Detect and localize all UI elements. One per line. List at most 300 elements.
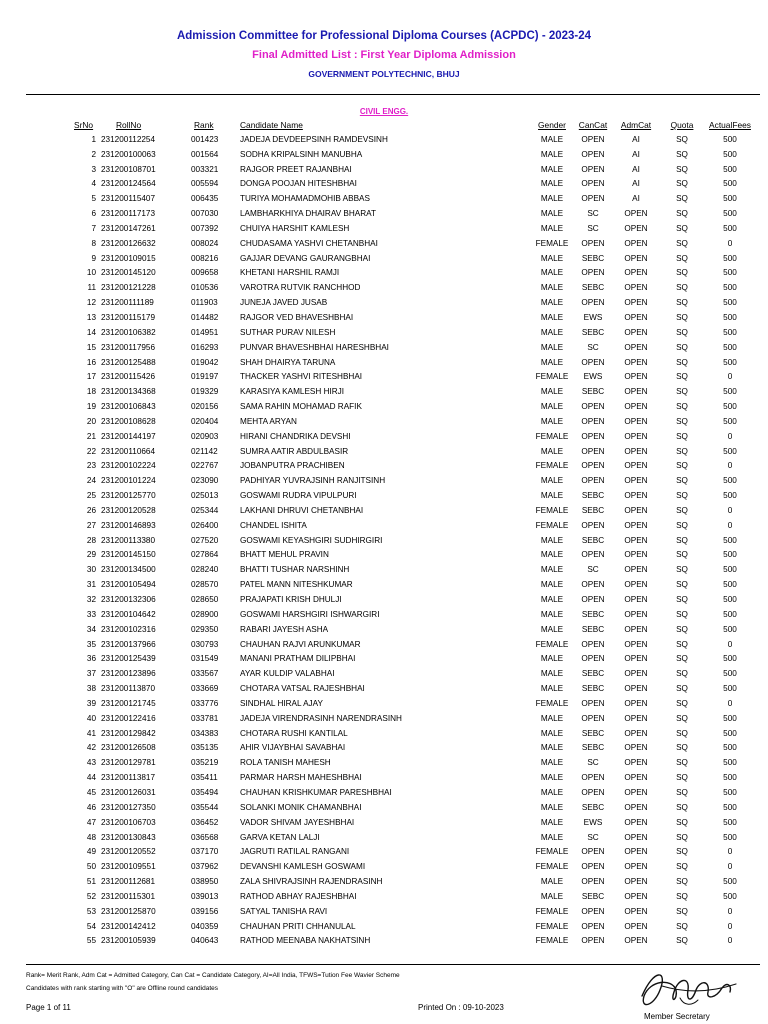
fees-cell: 0	[727, 921, 733, 931]
fees-cell: 0	[727, 238, 733, 248]
srno-cell: 27	[86, 520, 96, 530]
srno-cell: 53	[86, 906, 96, 916]
cancat-cell: OPEN	[581, 713, 605, 723]
rollno-cell: 231200132306	[101, 595, 156, 604]
rank-cell: 025344	[191, 505, 219, 515]
rollno-cell: 231200129842	[101, 728, 156, 738]
rank-cell: 007392	[191, 223, 219, 233]
admcat-cell: AI	[632, 134, 640, 144]
col-header-quota: Quota	[670, 120, 694, 130]
col-header-cancat: CanCat	[578, 120, 608, 130]
srno-cell: 3	[91, 164, 96, 174]
quota-cell: SQ	[676, 238, 688, 248]
rank-cell: 036452	[191, 817, 219, 827]
srno-cell: 45	[86, 787, 96, 797]
quota-cell: SQ	[676, 520, 688, 530]
offline-note: Candidates with rank starting with "O" are Offline round candidates	[26, 985, 219, 992]
gender-cell: MALE	[540, 327, 564, 337]
admcat-cell: OPEN	[624, 847, 648, 857]
rollno-cell: 231200129781	[101, 758, 156, 768]
gender-cell: MALE	[540, 223, 564, 233]
fees-cell: 500	[723, 416, 737, 426]
cancat-cell: OPEN	[581, 906, 605, 916]
rank-cell: 035411	[191, 773, 218, 783]
cancat-cell: OPEN	[581, 936, 605, 946]
srno-cell: 20	[86, 416, 96, 426]
candidate-name-cell: RATHOD MEENABA NAKHATSINH	[240, 936, 371, 946]
candidate-name-cell: PATEL MANN NITESHKUMAR	[240, 580, 353, 590]
fees-cell: 500	[723, 624, 737, 634]
fees-cell: 500	[723, 149, 737, 159]
quota-cell: SQ	[676, 609, 688, 619]
table-body	[0, 133, 768, 949]
srno-cell: 54	[86, 921, 96, 931]
table-row	[0, 148, 768, 163]
gender-cell: FEMALE	[535, 372, 569, 382]
admcat-cell: OPEN	[624, 684, 648, 694]
gender-cell: FEMALE	[535, 847, 569, 857]
rank-cell: 010536	[191, 283, 219, 293]
gender-cell: MALE	[540, 298, 564, 308]
rank-cell: 019197	[191, 372, 219, 382]
rank-cell: 028650	[191, 595, 219, 604]
table-row	[0, 860, 768, 875]
fees-cell: 500	[723, 684, 737, 694]
srno-cell: 44	[86, 773, 96, 783]
candidate-name-cell: RATHOD ABHAY RAJESHBHAI	[240, 891, 357, 901]
quota-cell: SQ	[676, 921, 688, 931]
candidate-name-cell: SATYAL TANISHA RAVI	[240, 906, 328, 916]
gender-cell: MALE	[540, 268, 564, 278]
rollno-cell: 231200100063	[101, 149, 156, 159]
admcat-cell: OPEN	[624, 416, 648, 426]
rollno-cell: 231200111189	[101, 298, 154, 308]
rollno-cell: 231200108701	[101, 164, 156, 174]
rank-cell: 030793	[191, 639, 219, 649]
fees-cell: 500	[723, 194, 737, 204]
candidate-name-cell: GOSWAMI RUDRA VIPULPURI	[240, 491, 357, 501]
candidate-name-cell: LAKHANI DHRUVI CHETANBHAI	[240, 505, 364, 515]
quota-cell: SQ	[676, 684, 688, 694]
admcat-cell: OPEN	[624, 535, 648, 545]
gender-cell: MALE	[540, 535, 564, 545]
candidate-name-cell: SAMA RAHIN MOHAMAD RAFIK	[240, 402, 362, 412]
srno-cell: 9	[91, 253, 96, 263]
rollno-cell: 231200145120	[101, 268, 156, 278]
table-row	[0, 296, 768, 311]
rollno-cell: 231200108628	[101, 416, 156, 426]
gender-cell: MALE	[540, 312, 564, 322]
gender-cell: MALE	[540, 891, 564, 901]
candidate-name-cell: RAJGOR VED BHAVESHBHAI	[240, 312, 354, 322]
srno-cell: 30	[86, 565, 96, 575]
candidate-name-cell: SUTHAR PURAV NILESH	[240, 327, 336, 337]
rollno-cell: 231200125870	[101, 906, 156, 916]
gender-cell: MALE	[540, 283, 564, 293]
gender-cell: FEMALE	[535, 505, 569, 515]
srno-cell: 37	[86, 669, 96, 679]
table-row	[0, 385, 768, 400]
cancat-cell: SC	[587, 832, 599, 842]
fees-cell: 0	[727, 906, 733, 916]
admcat-cell: OPEN	[624, 639, 648, 649]
candidate-name-cell: MANANI PRATHAM DILIPBHAI	[240, 654, 356, 664]
quota-cell: SQ	[676, 357, 688, 367]
quota-cell: SQ	[676, 654, 688, 664]
rank-cell: 035544	[191, 802, 219, 812]
rank-cell: 003321	[191, 164, 219, 174]
admcat-cell: OPEN	[624, 713, 648, 723]
cancat-cell: OPEN	[581, 773, 605, 783]
srno-cell: 26	[86, 505, 96, 515]
rank-cell: 035494	[191, 787, 219, 797]
candidate-name-cell: BHATTI TUSHAR NARSHINH	[240, 565, 350, 575]
rollno-cell: 231200109551	[101, 862, 156, 872]
cancat-cell: OPEN	[581, 862, 605, 872]
admcat-cell: OPEN	[624, 446, 648, 456]
table-row	[0, 756, 768, 771]
fees-cell: 0	[727, 520, 733, 530]
rank-cell: 027520	[191, 535, 219, 545]
srno-cell: 36	[86, 654, 96, 664]
srno-cell: 33	[86, 609, 96, 619]
rollno-cell: 231200126632	[101, 238, 156, 248]
cancat-cell: OPEN	[581, 580, 605, 590]
rank-cell: 033781	[191, 713, 219, 723]
gender-cell: MALE	[540, 357, 564, 367]
cancat-cell: OPEN	[581, 357, 605, 367]
srno-cell: 35	[86, 639, 96, 649]
admcat-cell: OPEN	[624, 476, 648, 486]
cancat-cell: OPEN	[581, 268, 605, 278]
rank-cell: 005594	[191, 179, 219, 189]
cancat-cell: EWS	[583, 817, 603, 827]
rank-cell: 037170	[191, 847, 219, 857]
table-row	[0, 697, 768, 712]
cancat-cell: OPEN	[581, 194, 605, 204]
fees-cell: 500	[723, 283, 737, 293]
table-row	[0, 459, 768, 474]
gender-cell: MALE	[540, 476, 564, 486]
table-row	[0, 771, 768, 786]
rollno-cell: 231200112254	[101, 134, 156, 144]
quota-cell: SQ	[676, 372, 688, 382]
quota-cell: SQ	[676, 773, 688, 783]
fees-cell: 500	[723, 802, 737, 812]
rollno-cell: 231200125439	[101, 654, 156, 664]
rollno-cell: 231200126508	[101, 743, 156, 753]
signature-image	[632, 966, 748, 1012]
fees-cell: 500	[723, 342, 737, 352]
fees-cell: 500	[723, 758, 737, 768]
cancat-cell: SEBC	[581, 253, 605, 263]
cancat-cell: OPEN	[581, 164, 605, 174]
rank-cell: 040643	[191, 936, 219, 946]
fees-cell: 0	[727, 862, 733, 872]
admcat-cell: OPEN	[624, 238, 648, 248]
srno-cell: 13	[86, 312, 96, 322]
srno-cell: 41	[86, 728, 96, 738]
admcat-cell: AI	[632, 164, 640, 174]
cancat-cell: SEBC	[581, 609, 605, 619]
fees-cell: 500	[723, 387, 737, 397]
gender-cell: MALE	[540, 194, 564, 204]
gender-cell: MALE	[540, 416, 564, 426]
cancat-cell: OPEN	[581, 654, 605, 664]
gender-cell: MALE	[540, 209, 564, 219]
admcat-cell: OPEN	[624, 505, 648, 515]
fees-cell: 500	[723, 357, 737, 367]
table-row	[0, 831, 768, 846]
admcat-cell: OPEN	[624, 387, 648, 397]
srno-cell: 4	[91, 179, 96, 189]
rollno-cell: 231200137966	[101, 639, 156, 649]
gender-cell: MALE	[540, 253, 564, 263]
cancat-cell: SEBC	[581, 491, 605, 501]
gender-cell: MALE	[540, 877, 564, 887]
signatory-title: Member Secretary	[644, 1012, 710, 1021]
rank-cell: 035135	[191, 743, 219, 753]
srno-cell: 46	[86, 802, 96, 812]
admcat-cell: AI	[632, 149, 640, 159]
fees-cell: 500	[723, 787, 737, 797]
col-header-rollno: RollNo	[116, 120, 142, 130]
fees-cell: 500	[723, 223, 737, 233]
candidate-name-cell: SOLANKI MONIK CHAMANBHAI	[240, 802, 362, 812]
candidate-name-cell: HIRANI CHANDRIKA DEVSHI	[240, 431, 351, 441]
cancat-cell: OPEN	[581, 446, 605, 456]
rollno-cell: 231200117956	[101, 342, 156, 352]
fees-cell: 500	[723, 580, 737, 590]
candidate-name-cell: JAGRUTI RATILAL RANGANI	[240, 847, 350, 857]
quota-cell: SQ	[676, 669, 688, 679]
quota-cell: SQ	[676, 936, 688, 946]
quota-cell: SQ	[676, 906, 688, 916]
candidate-name-cell: KARASIYA KAMLESH HIRJI	[240, 387, 345, 397]
quota-cell: SQ	[676, 209, 688, 219]
rollno-cell: 231200130843	[101, 832, 156, 842]
admcat-cell: OPEN	[624, 327, 648, 337]
quota-cell: SQ	[676, 758, 688, 768]
rollno-cell: 231200125770	[101, 491, 156, 501]
table-row	[0, 430, 768, 445]
rollno-cell: 231200123896	[101, 669, 156, 679]
rank-cell: 034383	[191, 728, 219, 738]
cancat-cell: SEBC	[581, 802, 605, 812]
rollno-cell: 231200121745	[101, 698, 156, 708]
admcat-cell: OPEN	[624, 298, 648, 308]
fees-cell: 0	[727, 698, 733, 708]
admcat-cell: OPEN	[624, 312, 648, 322]
srno-cell: 2	[91, 149, 96, 159]
srno-cell: 42	[86, 743, 96, 753]
quota-cell: SQ	[676, 342, 688, 352]
candidate-name-cell: LAMBHARKHIYA DHAIRAV BHARAT	[240, 209, 377, 219]
candidate-name-cell: JADEJA DEVDEEPSINH RAMDEVSINH	[240, 134, 388, 144]
rollno-cell: 231200112681	[101, 877, 156, 887]
quota-cell: SQ	[676, 431, 688, 441]
candidate-name-cell: BHATT MEHUL PRAVIN	[240, 550, 329, 560]
rank-cell: 023090	[191, 476, 219, 486]
fees-cell: 500	[723, 253, 737, 263]
cancat-cell: OPEN	[581, 476, 605, 486]
candidate-name-cell: CHAUHAN KRISHKUMAR PARESHBHAI	[240, 787, 392, 797]
candidate-name-cell: ROLA TANISH MAHESH	[240, 758, 331, 768]
gender-cell: MALE	[540, 654, 564, 664]
quota-cell: SQ	[676, 283, 688, 293]
candidate-name-cell: RABARI JAYESH ASHA	[240, 624, 329, 634]
quota-cell: SQ	[676, 891, 688, 901]
gender-cell: FEMALE	[535, 238, 569, 248]
cancat-cell: SEBC	[581, 684, 605, 694]
candidate-name-cell: SHAH DHAIRYA TARUNA	[240, 357, 336, 367]
srno-cell: 15	[86, 342, 96, 352]
table-row	[0, 519, 768, 534]
admcat-cell: OPEN	[624, 209, 648, 219]
table-row	[0, 623, 768, 638]
rollno-cell: 231200127350	[101, 802, 156, 812]
gender-cell: MALE	[540, 149, 564, 159]
admcat-cell: OPEN	[624, 372, 648, 382]
rollno-cell: 231200142412	[101, 921, 156, 931]
rollno-cell: 231200106382	[101, 327, 156, 337]
gender-cell: MALE	[540, 609, 564, 619]
rank-cell: 016293	[191, 342, 219, 352]
candidate-name-cell: RAJGOR PREET RAJANBHAI	[240, 164, 352, 174]
cancat-cell: SC	[587, 209, 599, 219]
candidate-name-cell: MEHTA ARYAN	[240, 416, 297, 426]
gender-cell: FEMALE	[535, 936, 569, 946]
admcat-cell: OPEN	[624, 936, 648, 946]
cancat-cell: OPEN	[581, 639, 605, 649]
table-row	[0, 207, 768, 222]
quota-cell: SQ	[676, 802, 688, 812]
quota-cell: SQ	[676, 713, 688, 723]
gender-cell: MALE	[540, 713, 564, 723]
fees-cell: 500	[723, 728, 737, 738]
fees-cell: 500	[723, 164, 737, 174]
candidate-name-cell: PARMAR HARSH MAHESHBHAI	[240, 773, 362, 783]
cancat-cell: OPEN	[581, 431, 605, 441]
rollno-cell: 231200115407	[101, 194, 156, 204]
quota-cell: SQ	[676, 505, 688, 515]
gender-cell: MALE	[540, 179, 564, 189]
cancat-cell: SEBC	[581, 624, 605, 634]
fees-cell: 500	[723, 209, 737, 219]
srno-cell: 50	[86, 862, 96, 872]
table-row	[0, 727, 768, 742]
cancat-cell: OPEN	[581, 595, 605, 604]
candidate-name-cell: GAJJAR DEVANG GAURANGBHAI	[240, 253, 371, 263]
srno-cell: 8	[91, 238, 96, 248]
candidate-name-cell: DONGA POOJAN HITESHBHAI	[240, 179, 357, 189]
srno-cell: 28	[86, 535, 96, 545]
admcat-cell: OPEN	[624, 921, 648, 931]
srno-cell: 23	[86, 461, 96, 471]
gender-cell: MALE	[540, 787, 564, 797]
quota-cell: SQ	[676, 164, 688, 174]
fees-cell: 500	[723, 446, 737, 456]
quota-cell: SQ	[676, 832, 688, 842]
rollno-cell: 231200145150	[101, 550, 156, 560]
cancat-cell: SC	[587, 342, 599, 352]
table-row	[0, 222, 768, 237]
fees-cell: 500	[723, 891, 737, 901]
rank-cell: 033669	[191, 684, 219, 694]
cancat-cell: OPEN	[581, 238, 605, 248]
quota-cell: SQ	[676, 446, 688, 456]
rank-cell: 038950	[191, 877, 219, 887]
rollno-cell: 231200134500	[101, 565, 156, 575]
candidate-name-cell: JOBANPUTRA PRACHIBEN	[240, 461, 345, 471]
cancat-cell: OPEN	[581, 298, 605, 308]
gender-cell: MALE	[540, 802, 564, 812]
quota-cell: SQ	[676, 787, 688, 797]
fees-cell: 500	[723, 535, 737, 545]
cancat-cell: OPEN	[581, 847, 605, 857]
candidate-name-cell: PRAJAPATI KRISH DHULJI	[240, 595, 342, 604]
fees-cell: 0	[727, 431, 733, 441]
rollno-cell: 231200110664	[101, 446, 156, 456]
admcat-cell: OPEN	[624, 877, 648, 887]
gender-cell: MALE	[540, 387, 564, 397]
table-row	[0, 905, 768, 920]
rollno-cell: 231200115426	[101, 372, 156, 382]
rank-cell: 020903	[191, 431, 219, 441]
gender-cell: MALE	[540, 491, 564, 501]
srno-cell: 29	[86, 550, 96, 560]
gender-cell: MALE	[540, 595, 564, 604]
rank-cell: 028900	[191, 609, 219, 619]
rank-cell: 036568	[191, 832, 219, 842]
quota-cell: SQ	[676, 416, 688, 426]
table-row	[0, 816, 768, 831]
rank-cell: 021142	[191, 446, 218, 456]
cancat-cell: SC	[587, 758, 599, 768]
gender-cell: FEMALE	[535, 906, 569, 916]
admcat-cell: OPEN	[624, 253, 648, 263]
rank-cell: 025013	[191, 491, 219, 501]
cancat-cell: OPEN	[581, 402, 605, 412]
fees-cell: 500	[723, 550, 737, 560]
quota-cell: SQ	[676, 877, 688, 887]
fees-cell: 500	[723, 654, 737, 664]
fees-cell: 500	[723, 565, 737, 575]
fees-cell: 500	[723, 713, 737, 723]
admcat-cell: OPEN	[624, 802, 648, 812]
admcat-cell: OPEN	[624, 342, 648, 352]
table-header-row	[0, 118, 768, 133]
srno-cell: 52	[86, 891, 96, 901]
fees-cell: 0	[727, 372, 733, 382]
rollno-cell: 231200146893	[101, 520, 156, 530]
table-row	[0, 400, 768, 415]
rollno-cell: 231200113870	[101, 684, 156, 694]
admcat-cell: OPEN	[624, 550, 648, 560]
fees-cell: 500	[723, 877, 737, 887]
srno-cell: 7	[91, 223, 96, 233]
cancat-cell: OPEN	[581, 921, 605, 931]
gender-cell: MALE	[540, 446, 564, 456]
cancat-cell: SC	[587, 223, 599, 233]
quota-cell: SQ	[676, 134, 688, 144]
candidate-name-cell: GARVA KETAN LALJI	[240, 832, 320, 842]
table-row	[0, 311, 768, 326]
candidate-name-cell: THACKER YASHVI RITESHBHAI	[240, 372, 363, 382]
srno-cell: 16	[86, 357, 96, 367]
gender-cell: FEMALE	[535, 431, 569, 441]
cancat-cell: OPEN	[581, 698, 605, 708]
